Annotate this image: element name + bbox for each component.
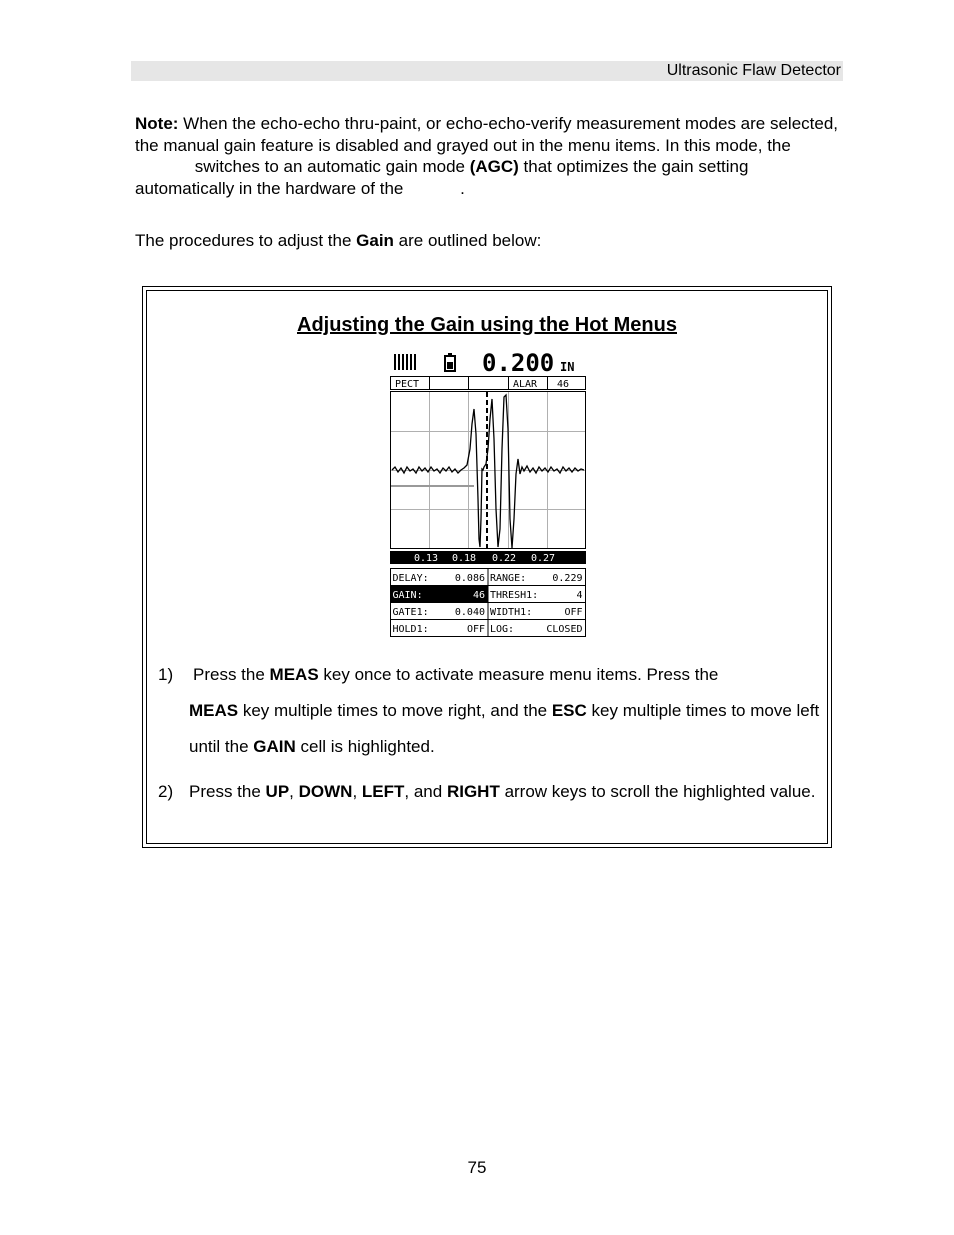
status-row: [391, 377, 586, 391]
menu-value: CLOSED: [546, 624, 583, 635]
note-text-1: When the echo-echo thru-paint, or echo-echo-verify measurement modes are selected, the manual gain feature is disabled and grayed out in the menu items. In this mode, the: [135, 114, 839, 155]
menu-label: THRESH1:: [490, 590, 539, 601]
menu-label: HOLD1:: [392, 624, 429, 635]
step-2-key-up: UP: [265, 782, 290, 801]
menu-label: WIDTH1:: [490, 607, 533, 618]
step-1-key-gain: GAIN: [253, 737, 296, 756]
step-2-text: Press the: [189, 782, 266, 801]
waveform-display: [391, 392, 586, 549]
step-1-text: cell is highlighted.: [295, 737, 435, 756]
instruction-box: [142, 286, 832, 848]
menu-value: 0.229: [552, 573, 583, 584]
menu-label: DELAY:: [392, 573, 429, 584]
menu-value: OFF: [466, 624, 485, 635]
thickness-reading: 0.200: [482, 349, 555, 377]
scale-tick-4: 0.27: [531, 553, 556, 564]
step-1-text: key multiple times to move right, and the: [238, 701, 552, 720]
running-header: [131, 61, 843, 81]
scale-tick-3: 0.22: [492, 553, 517, 564]
status-alarm: ALAR: [513, 379, 538, 390]
menu-value: OFF: [564, 607, 583, 618]
box-title: Adjusting the Gain using the Hot Menus: [297, 314, 677, 336]
status-alarm-value: 46: [557, 379, 570, 390]
status-mode: PECT: [395, 379, 420, 390]
step-1-key-esc: ESC: [551, 701, 587, 720]
note-text-4: .: [460, 178, 465, 198]
menu-label: GATE1:: [392, 607, 429, 618]
procedures-paragraph: [135, 230, 840, 252]
step-2-number: 2): [158, 782, 174, 801]
gauge-screen-image: [390, 349, 587, 639]
page-number: 75: [467, 1158, 487, 1177]
note-text-3: that optimizes the gain setting automatically in the hardware of the: [135, 157, 749, 198]
step-2-key-right: RIGHT: [446, 782, 500, 801]
header-title: Ultrasonic Flaw Detector: [666, 62, 841, 79]
step-1: [158, 657, 828, 765]
note-label: Note:: [135, 114, 179, 133]
step-2-text: arrow keys to scroll the highlighted value.: [499, 782, 816, 801]
step-2-key-left: LEFT: [361, 782, 405, 801]
battery-icon: [445, 353, 455, 371]
step-2: [158, 774, 828, 810]
step-1-text: key once to activate measure menu items. Press the: [318, 665, 719, 684]
procedures-gain: Gain: [356, 231, 394, 250]
step-1-key-meas: MEAS: [269, 665, 319, 684]
procedures-text-1: The procedures to adjust the: [135, 231, 357, 250]
step-1-text: key multiple times to move left until the: [189, 701, 820, 756]
step-2-text: ,: [289, 782, 299, 801]
menu-label: LOG:: [490, 624, 515, 635]
hot-menu-grid: [391, 569, 586, 637]
signal-bars-icon: [394, 354, 416, 370]
note-paragraph: [135, 113, 840, 199]
procedures-text-2: are outlined below:: [393, 231, 542, 250]
note-agc: (AGC): [469, 157, 519, 176]
step-1-key-meas-2: MEAS: [189, 701, 239, 720]
menu-value: 0.040: [454, 607, 485, 618]
note-text-2: switches to an automatic gain mode: [190, 157, 470, 176]
menu-value: 4: [576, 590, 583, 601]
step-2-key-down: DOWN: [298, 782, 353, 801]
step-2-text: , and: [404, 782, 447, 801]
unit-label: IN: [560, 360, 575, 374]
menu-label: RANGE:: [490, 573, 527, 584]
menu-value: 46: [472, 590, 485, 601]
step-1-number: 1): [158, 665, 174, 684]
step-2-text: ,: [352, 782, 362, 801]
menu-label: GAIN:: [392, 590, 423, 601]
menu-value: 0.086: [454, 573, 485, 584]
scale-row: [390, 551, 586, 564]
step-1-text: Press the: [193, 665, 270, 684]
scale-tick-1: 0.13: [414, 553, 439, 564]
scale-tick-2: 0.18: [452, 553, 477, 564]
instruction-box-inner: [146, 290, 828, 844]
